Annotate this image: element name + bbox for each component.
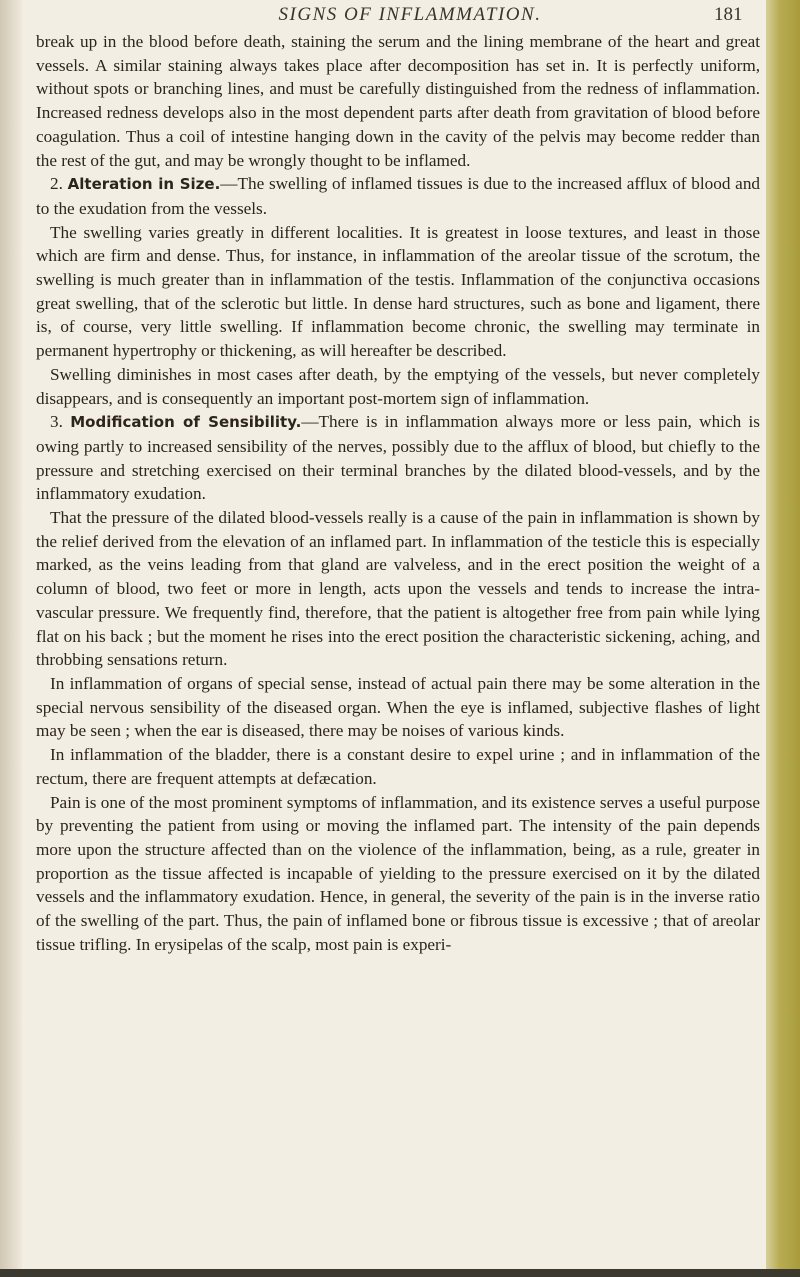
- scan-border: [0, 1269, 800, 1277]
- section-heading: Modification of Sensibility.: [70, 413, 302, 432]
- section-text: —There is in inflammation always more or less pain, which is owing partly to increased sensibility of the nerves, possibly due to the afflux of blood, but chiefly to the pressure and stretching exercised on their terminal branches by the dilated blood-vessels, and by the inflammatory exudation.: [36, 412, 760, 504]
- running-title: SIGNS OF INFLAMMATION.: [278, 4, 542, 25]
- paragraph: In inflammation of the bladder, there is a constant desire to expel urine ; and in inflammation of the rectum, there are frequent attempts at defæcation.: [36, 745, 760, 788]
- paragraph: The swelling varies greatly in different localities. It is greatest in loose textures, and least in those which are firm and dense. Thus, for instance, in inflammation of the areolar tissue of the scrotum, the swelling is much greater than in inflammation of the testis. Inflammation of the conjunctiva occasions great swelling, that of the sclerotic but little. In dense hard structures, such as bone and ligament, there is, of course, very little swelling. If inflammation become chronic, the swelling may terminate in permanent hypertrophy or thickening, as will hereafter be described.: [36, 222, 760, 361]
- paragraph: Pain is one of the most prominent symptoms of inflammation, and its existence serves a useful purpose by preventing the patient from using or moving the inflamed part. The intensity of the pain depends more upon the structure affected than on the violence of the inflammation, being, as a rule, greater in proportion as the tissue affected is incapable of yielding to the pressure exercised on it by the dilated vessels and the inflammatory exudation. Hence, in general, the severity of the pain is in the inverse ratio of the swelling of the part. Thus, the pain of inflamed bone or fibrous tissue is excessive ; that of areolar tissue trifling. In erysipelas of the scalp, most pain is experi-: [36, 792, 760, 954]
- paragraph: break up in the blood before death, staining the serum and the lining membrane of the heart and great vessels. A similar staining always takes place after decomposition has set in. It is perfectly uniform, without spots or branching lines, and must be carefully distinguished from the redness of inflammation. Increased redness develops also in the most dependent parts after death from gravitation of blood before coagulation. Thus a coil of intestine hanging down in the cavity of the pelvis may become redder than the rest of the gut, and may be wrongly thought to be inflamed.: [36, 32, 760, 170]
- body-text: [36, 30, 760, 956]
- section-number: 2.: [50, 174, 63, 194]
- paragraph: In inflammation of organs of special sense, instead of actual pain there may be some alteration in the special nervous sensibility of the diseased organ. When the eye is inflamed, subjective flashes of light may be seen ; when the ear is diseased, there may be noises of various kinds.: [36, 673, 760, 741]
- page-edge: [766, 0, 800, 1277]
- paragraph: Swelling diminishes in most cases after death, by the emptying of the vessels, but never completely disappears, and is consequently an important post-mortem sign of inflammation.: [36, 364, 760, 408]
- section-3: [36, 410, 760, 506]
- page-gutter-shadow: [0, 0, 22, 1277]
- section-2: [36, 172, 760, 220]
- section-text: —The swelling of inflamed tissues is due to the increased afflux of blood and to the exudation from the vessels.: [36, 174, 761, 218]
- section-number: 3.: [50, 412, 63, 432]
- paragraph: That the pressure of the dilated blood-vessels really is a cause of the pain in inflammation is shown by the relief derived from the elevation of an inflamed part. In inflammation of the testicle this is especially marked, as the veins leading from that gland are valveless, and in the erect position the weight of a column of blood, two feet or more in length, acts upon the vessels and tends to increase the intra-vascular pressure. We frequently find, therefore, that the patient is altogether free from pain while lying flat on his back ; but the moment he rises into the erect position the characteristic sickening, aching, and throbbing sensations return.: [36, 508, 760, 670]
- page-number: 181: [714, 4, 743, 25]
- section-heading: Alteration in Size.: [67, 175, 221, 194]
